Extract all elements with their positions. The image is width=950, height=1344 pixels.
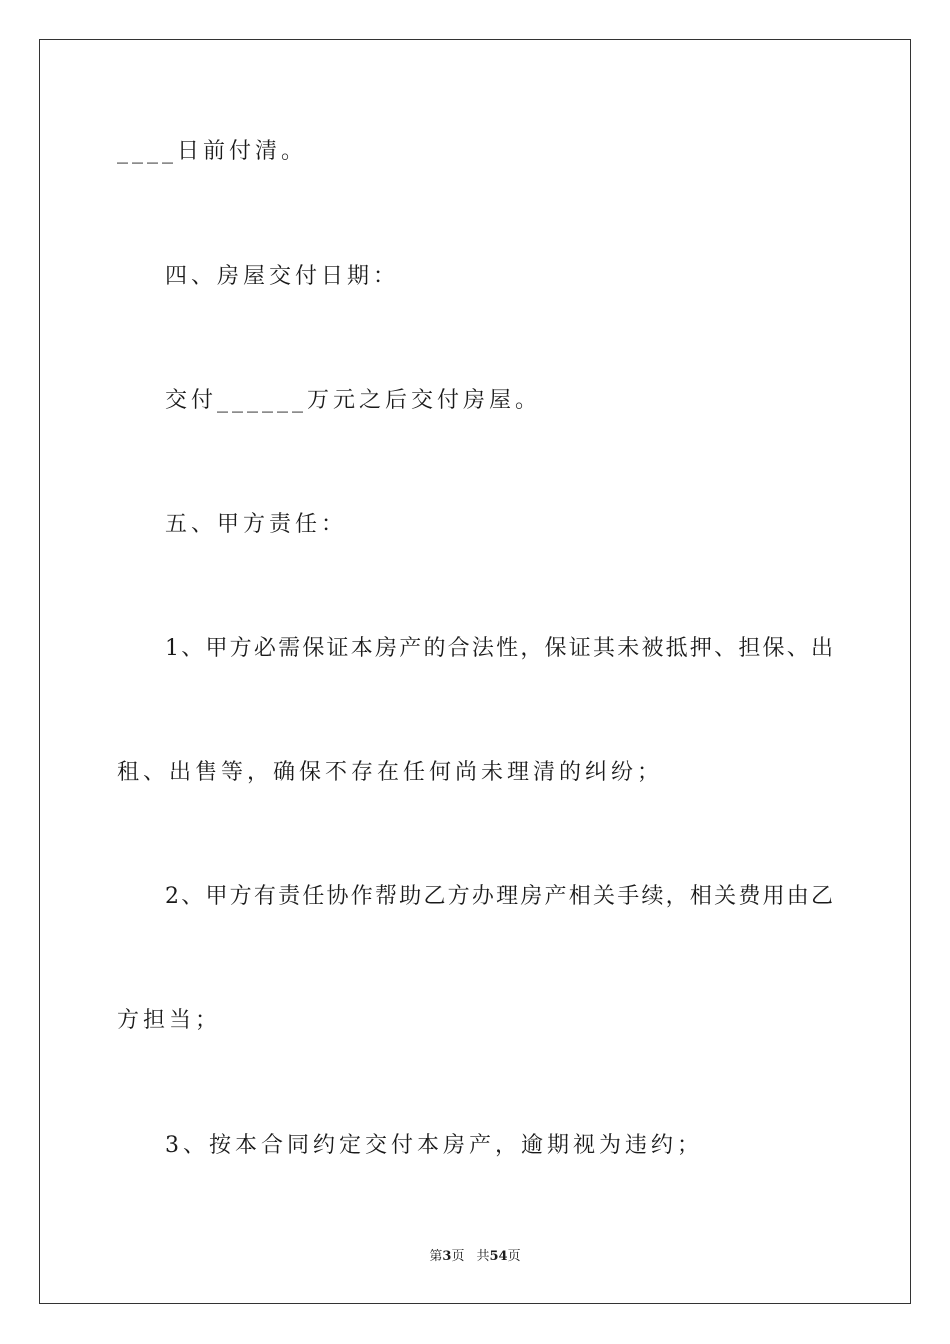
section-heading-delivery-date: 四、房屋交付日期： [165, 264, 400, 289]
clause-2-line-1: 2、甲方有责任协作帮助乙方办理房产相关手续，相关费用由乙 [165, 884, 833, 909]
footer-total-suffix: 页 [507, 1249, 521, 1264]
footer-page-prefix: 第 [429, 1249, 443, 1264]
clause-1-line-1: 1、甲方必需保证本房产的合法性，保证其未被抵押、担保、出 [165, 636, 833, 661]
page-border [39, 39, 911, 1304]
footer-current-page: 3 [442, 1249, 452, 1264]
page-number-footer [0, 1248, 950, 1266]
clause-1-line-2: 租、出售等，确保不存在任何尚未理清的纠纷； [117, 760, 664, 785]
section-heading-party-a-duties: 五、甲方责任： [165, 512, 348, 537]
footer-page-suffix: 页 [451, 1249, 465, 1264]
paragraph-line-payment-deadline: ____日前付清。 [117, 139, 308, 164]
clause-2-line-2: 方担当； [117, 1008, 222, 1033]
clause-3-line-1: 3、按本合同约定交付本房产，逾期视为违约； [165, 1133, 703, 1158]
footer-total-prefix: 共 [476, 1249, 490, 1264]
footer-total-pages: 54 [489, 1249, 508, 1264]
paragraph-line-delivery-condition: 交付______万元之后交付房屋。 [165, 388, 542, 413]
